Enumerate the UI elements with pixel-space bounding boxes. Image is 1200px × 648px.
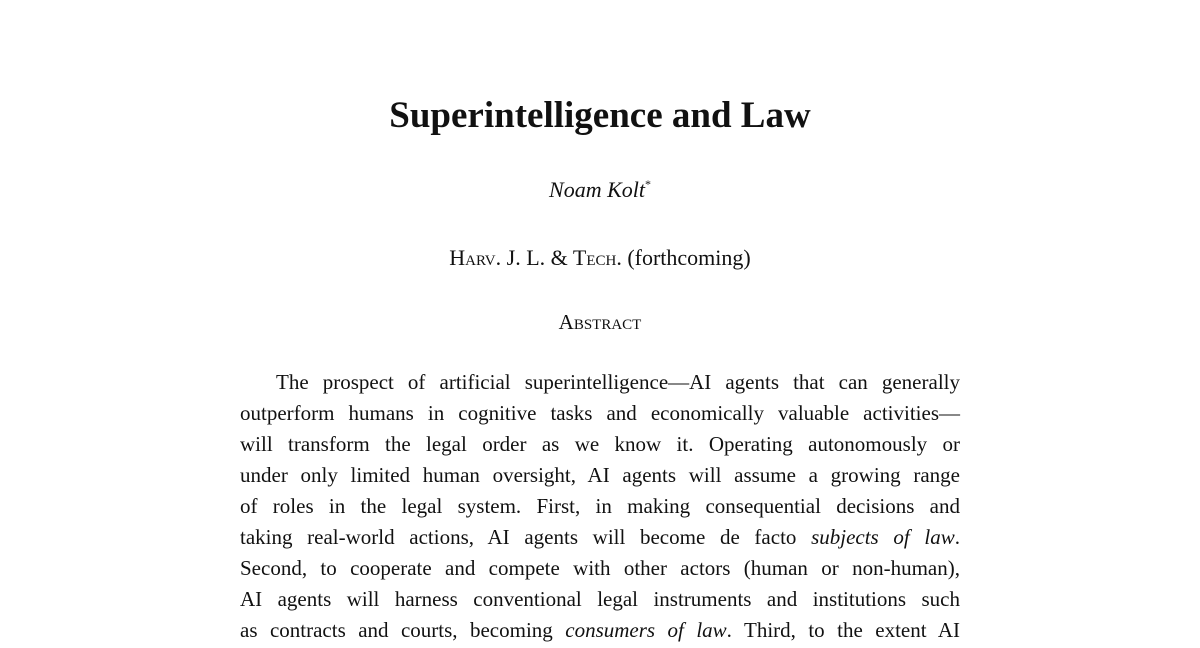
abstract-line: AI agents will harness conventional legal instruments and institutions such (240, 587, 960, 611)
abstract-line: The prospect of artificial superintelligence—AI agents that can generally (276, 370, 960, 394)
author-line (0, 176, 1200, 204)
journal-name-part-1-rest: arv. (465, 245, 502, 270)
journal-name-middle: J. L. & (501, 245, 573, 270)
journal-name-part-2-rest: ech. (586, 245, 622, 270)
abstract-line: taking real-world actions, AI agents will become de facto subjects of law. (240, 525, 960, 549)
author-name: Noam Kolt (549, 177, 645, 202)
author-footnote-mark: * (644, 177, 651, 191)
publication-venue (0, 244, 1200, 272)
abstract-line: Second, to cooperate and compete with other actors (human or non-human), (240, 556, 960, 580)
abstract-line: as contracts and courts, becoming consumers of law. Third, to the extent AI (240, 618, 961, 642)
abstract-line: will transform the legal order as we know it. Operating autonomously or (240, 432, 960, 456)
emphasized-term: consumers of law (565, 618, 727, 642)
abstract-body (240, 367, 960, 646)
abstract-line: outperform humans in cognitive tasks and economically valuable activities— (240, 401, 960, 425)
journal-name-part-1-initial: H (449, 245, 466, 270)
journal-name-part-2-initial: T (572, 245, 587, 270)
publication-status: (forthcoming) (621, 245, 751, 270)
abstract-heading: Abstract (558, 310, 642, 334)
abstract-line: under only limited human oversight, AI agents will assume a growing range (240, 463, 960, 487)
emphasized-term: subjects of law (811, 525, 955, 549)
paper-title: Superintelligence and Law (389, 95, 811, 136)
abstract-line: of roles in the legal system. First, in making consequential decisions and (240, 494, 960, 518)
